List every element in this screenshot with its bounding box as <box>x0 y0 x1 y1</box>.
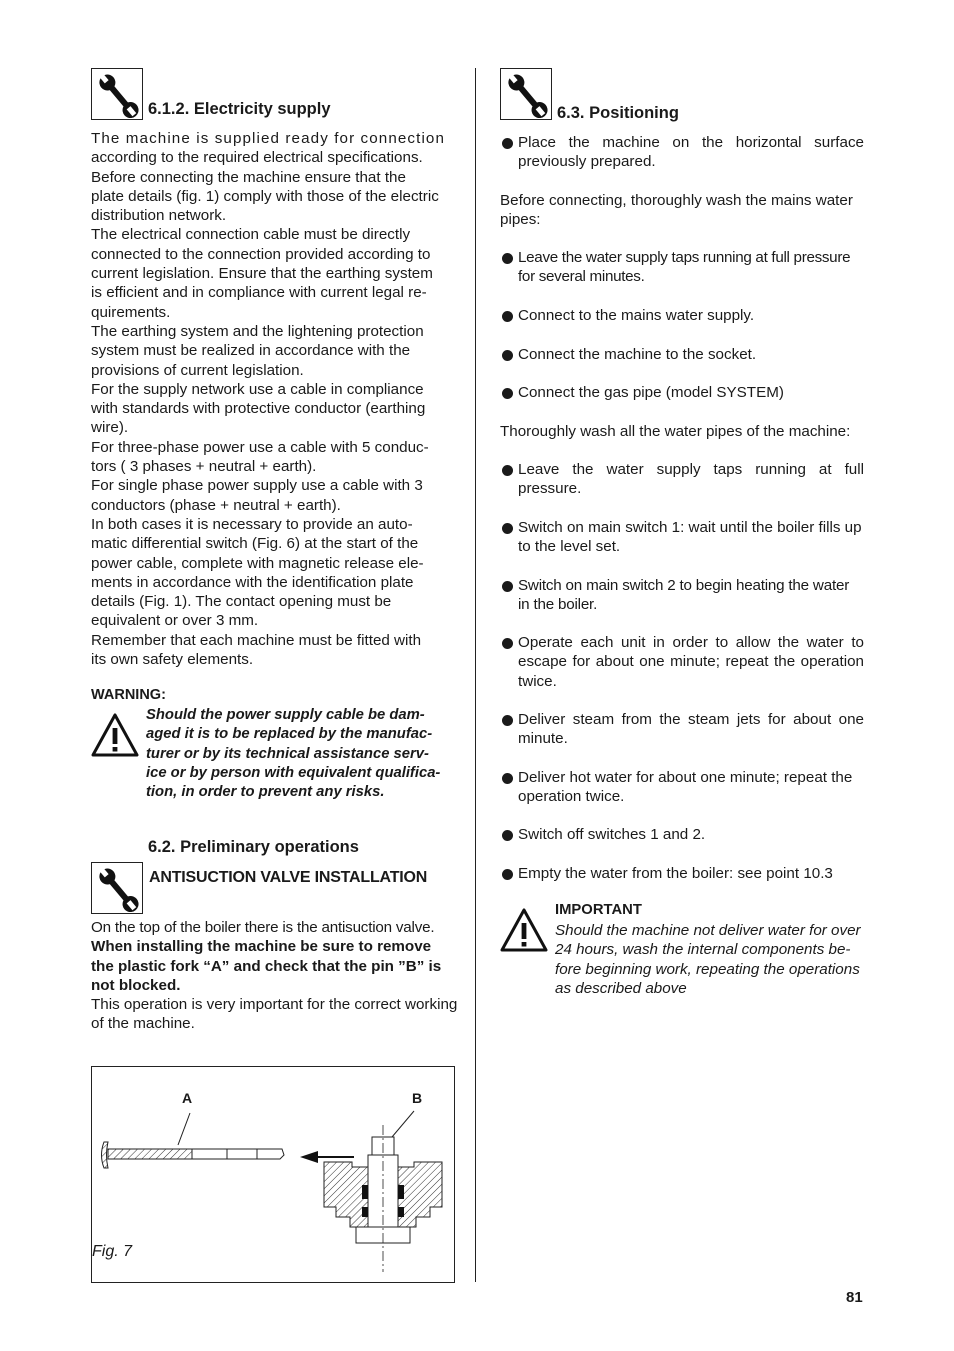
text-line: When installing the machine be sure to remove <box>91 938 432 956</box>
important-label: IMPORTANT <box>555 902 642 918</box>
list-item: Switch off switches 1 and 2. <box>500 825 864 844</box>
text-line: turer or by its technical assistance serv- <box>146 745 429 762</box>
text-line: matic differential switch (Fig. 6) at the start of the <box>91 535 419 553</box>
text-line: distribution network. <box>91 207 227 225</box>
text-line: ice or by person with equivalent qualifica- <box>146 764 441 781</box>
text-line: plate details (fig. 1) comply with those of the electric <box>91 187 439 205</box>
electricity-body <box>91 129 461 669</box>
warning-text <box>146 706 456 802</box>
text-line: For three-phase power use a cable with 5 conduc- <box>91 438 429 456</box>
text-line: is efficient and in compliance with current legal re- <box>91 284 427 302</box>
paragraph: Thoroughly wash all the water pipes of the machine: <box>500 423 851 440</box>
column-divider <box>475 68 476 1282</box>
text-line: conductors (phase + neutral + earth). <box>91 496 341 514</box>
text-line: according to the required electrical specifications. <box>91 149 423 167</box>
section-title-positioning: 6.3. Positioning <box>557 104 679 122</box>
text-line: The electrical connection cable must be directly <box>91 226 411 244</box>
fig7-drawing <box>92 1067 454 1282</box>
text-line: Before connecting the machine ensure that the <box>91 168 406 186</box>
list-item: Connect the machine to the socket. <box>500 345 864 364</box>
wrench-icon <box>91 68 143 120</box>
text-line: of the machine. <box>91 1015 195 1033</box>
text-line: not blocked. <box>91 976 181 994</box>
fig-caption: Fig. 7 <box>92 1243 133 1260</box>
warning-triangle-icon <box>499 907 549 953</box>
text-line: quirements. <box>91 303 171 321</box>
text-line: the plastic fork “A” and check that the pin ”B” is <box>91 957 442 975</box>
list-item: Deliver hot water for about one minute; repeat the operation twice. <box>500 768 864 807</box>
text-line: 24 hours, wash the internal components be- <box>555 941 851 959</box>
text-line: power cable, complete with magnetic release ele- <box>91 554 424 572</box>
text-line: Remember that each machine must be fitted with <box>91 631 422 649</box>
wrench-icon <box>91 862 143 914</box>
text-line: For the supply network use a cable in compliance <box>91 380 424 398</box>
list-item: Deliver steam from the steam jets for about one minute. <box>500 710 864 749</box>
important-text <box>555 921 875 998</box>
figure-7 <box>91 1066 455 1283</box>
list-item: Switch on main switch 1: wait until the boiler fills up to the level set. <box>500 518 864 557</box>
text-line: equivalent or over 3 mm. <box>91 612 259 630</box>
text-line: ments in accordance with the identification plate <box>91 573 414 591</box>
text-line: The machine is supplied ready for connection <box>91 130 446 147</box>
warning-triangle-icon <box>90 712 140 758</box>
text-line: Should the machine not deliver water for over <box>555 922 861 939</box>
text-line: fore beginning work, repeating the operations <box>555 960 860 978</box>
text-line: The earthing system and the lightening protection <box>91 322 424 340</box>
paragraph: Before connecting, thoroughly wash the mains water pipes: <box>500 192 853 229</box>
list-item: Connect to the mains water supply. <box>500 306 864 325</box>
list-item: Place the machine on the horizontal surface previously prepared. <box>500 133 864 172</box>
text-line: provisions of current legislation. <box>91 361 304 379</box>
page-number: 81 <box>846 1289 863 1306</box>
section-title-electricity: 6.1.2. Electricity supply <box>148 100 331 118</box>
text-line: system must be realized in accordance with the <box>91 342 411 360</box>
wrench-icon <box>500 68 552 120</box>
list-item: Connect the gas pipe (model SYSTEM) <box>500 383 864 402</box>
text-line: wire). <box>91 419 129 437</box>
section-title-preliminary: 6.2. Preliminary operations <box>148 838 359 856</box>
text-line: with standards with protective conductor (earthing <box>91 400 426 418</box>
text-line: This operation is very important for the correct working <box>91 996 458 1014</box>
text-line: For single phase power supply use a cable with 3 <box>91 477 423 495</box>
text-line: as described above <box>555 979 687 997</box>
text-line: current legislation. Ensure that the earthing system <box>91 265 433 283</box>
warning-label: WARNING: <box>91 687 166 703</box>
list-item: Operate each unit in order to allow the water to escape for about one minute; repeat the operation twice. <box>500 633 864 691</box>
fig-label-b: B <box>412 1090 423 1106</box>
text-line: Should the power supply cable be dam- <box>146 707 425 723</box>
list-item: Switch on main switch 2 to begin heating the water in the boiler. <box>500 576 864 615</box>
list-item: Empty the water from the boiler: see point 10.3 <box>500 864 864 883</box>
text-line: its own safety elements. <box>91 651 254 669</box>
text-line: details (Fig. 1). The contact opening must be <box>91 593 392 611</box>
list-item: Leave the water supply taps running at full pressure for several minutes. <box>500 248 864 287</box>
antisuction-body <box>91 918 461 1034</box>
text-line: aged it is to be replaced by the manufac- <box>146 726 433 743</box>
antisuction-line: On the top of the boiler there is the antisuction valve. <box>91 919 435 936</box>
text-line: In both cases it is necessary to provide an auto- <box>91 515 413 533</box>
list-item: Leave the water supply taps running at full pressure. <box>500 460 864 499</box>
text-line: tors ( 3 phases + neutral + earth). <box>91 458 317 476</box>
fig-label-a: A <box>182 1090 193 1106</box>
antisuction-title: ANTISUCTION VALVE INSTALLATION <box>149 869 428 886</box>
text-line: connected to the connection provided according to <box>91 245 431 263</box>
text-line: tion, in order to prevent any risks. <box>146 784 385 801</box>
